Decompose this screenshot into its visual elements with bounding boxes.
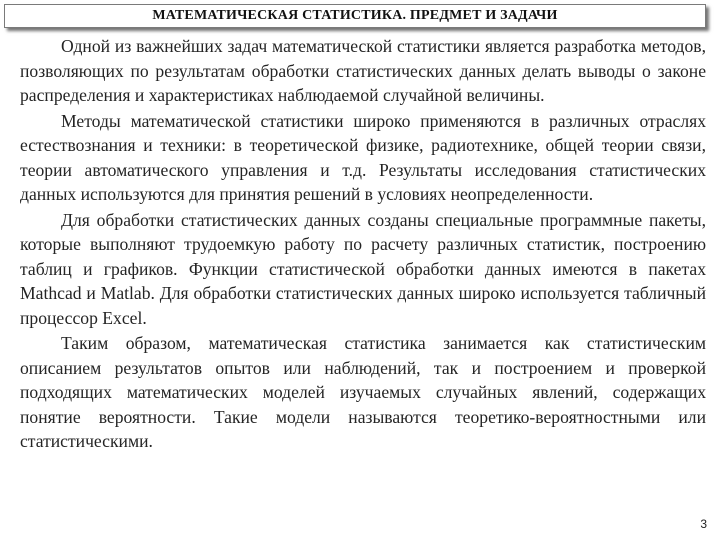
paragraph-4: Таким образом, математическая статистика занимается как статистическим описанием результатов опытов или наблюдений, так и построением и проверкой подходящих математических моделей изучаемых случайных явлений, содержащих понятие вероятности. Такие модели называются теоретико-вероятностными или статистическими. xyxy=(20,333,706,451)
paragraph-2: Методы математической статистики широко применяются в различных отраслях естествознания и техники: в теоретической физике, радиотехнике, общей теории связи, теории автоматического управления и т.д. Результаты исследования статистических данных используются для принятия решений в условиях неопределенности. xyxy=(20,110,706,204)
slide-body xyxy=(20,34,706,454)
page-number: 3 xyxy=(700,517,707,531)
slide-title-bar xyxy=(4,4,706,28)
slide-title: МАТЕМАТИЧЕСКАЯ СТАТИСТИКА. ПРЕДМЕТ И ЗАДАЧИ xyxy=(152,8,558,23)
paragraph-1: Одной из важнейших задач математической статистики является разработка методов, позволяющих по результатам обработки статистических данных делать выводы о законе распределения и характеристиках наблюдаемой случайной величины. xyxy=(20,36,706,105)
paragraph-3: Для обработки статистических данных созданы специальные программные пакеты, которые выполняют трудоемкую работу по расчету различных статистик, построению таблиц и графиков. Функции статистической обработки данных имеются в пакетах Mathcad и Matlab. Для обработки статистических данных широко используется табличный процессор Excel. xyxy=(20,209,706,328)
